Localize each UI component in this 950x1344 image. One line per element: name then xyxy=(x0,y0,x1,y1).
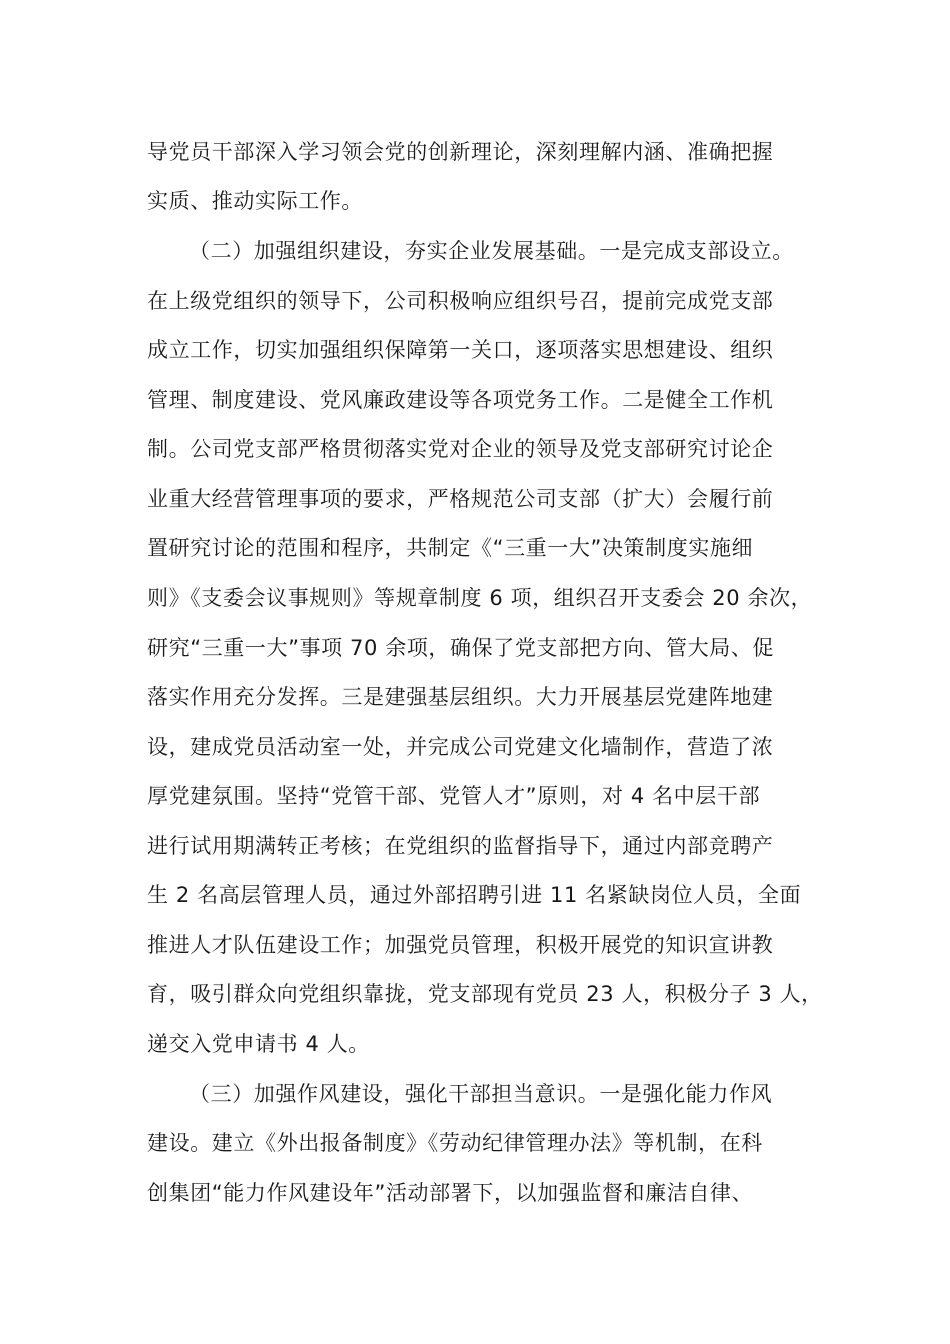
text-line: 研究“三重一大”事项 70 余项，确保了党支部把方向、管大局、促 xyxy=(147,636,775,660)
text-line: 置研究讨论的范围和程序，共制定《“三重一大”决策制度实施细 xyxy=(147,536,754,560)
text-line: 业重大经营管理事项的要求，严格规范公司支部（扩大）会履行前 xyxy=(147,487,774,511)
text-line: 创集团“能力作风建设年”活动部署下，以加强监督和廉洁自律、 xyxy=(147,1181,754,1205)
section-three-heading-line: （三）加强作风建设，强化干部担当意识。一是强化能力作风 xyxy=(189,1082,773,1106)
text-line: 生 2 名高层管理人员，通过外部招聘引进 11 名紧缺岗位人员，全面 xyxy=(147,883,802,907)
text-line: 建设。建立《外出报备制度》《劳动纪律管理办法》等机制，在科 xyxy=(147,1131,763,1155)
text-line: 在上级党组织的领导下，公司积极响应组织号召，提前完成党支部 xyxy=(147,289,774,313)
text-line: 递交入党申请书 4 人。 xyxy=(147,1032,370,1056)
section-two-heading-line: （二）加强组织建设，夯实企业发展基础。一是完成支部设立。 xyxy=(189,239,794,263)
text-line: 导党员干部深入学习领会党的创新理论，深刻理解内涵、准确把握 xyxy=(147,140,774,164)
text-line: 实质、推动实际工作。 xyxy=(147,189,363,213)
text-line: 设，建成党员活动室一处，并完成公司党建文化墙制作，营造了浓 xyxy=(147,735,774,759)
text-line: 厚党建氛围。坚持“党管干部、党管人才”原则，对 4 名中层干部 xyxy=(147,784,761,808)
text-line: 推进人才队伍建设工作；加强党员管理，积极开展党的知识宣讲教 xyxy=(147,933,774,957)
text-line: 则》《支委会议事规则》等规章制度 6 项，组织召开支委会 20 余次， xyxy=(147,586,813,610)
text-line: 制。公司党支部严格贯彻落实党对企业的领导及党支部研究讨论企 xyxy=(147,437,774,461)
text-line: 成立工作，切实加强组织保障第一关口，逐项落实思想建设、组织 xyxy=(147,338,774,362)
text-line: 育，吸引群众向党组织靠拢，党支部现有党员 23 人，积极分子 3 人， xyxy=(147,982,823,1006)
text-line: 进行试用期满转正考核；在党组织的监督指导下，通过内部竞聘产 xyxy=(147,834,774,858)
text-line: 管理、制度建设、党风廉政建设等各项党务工作。二是健全工作机 xyxy=(147,388,774,412)
text-line: 落实作用充分发挥。三是建强基层组织。大力开展基层党建阵地建 xyxy=(147,685,774,709)
